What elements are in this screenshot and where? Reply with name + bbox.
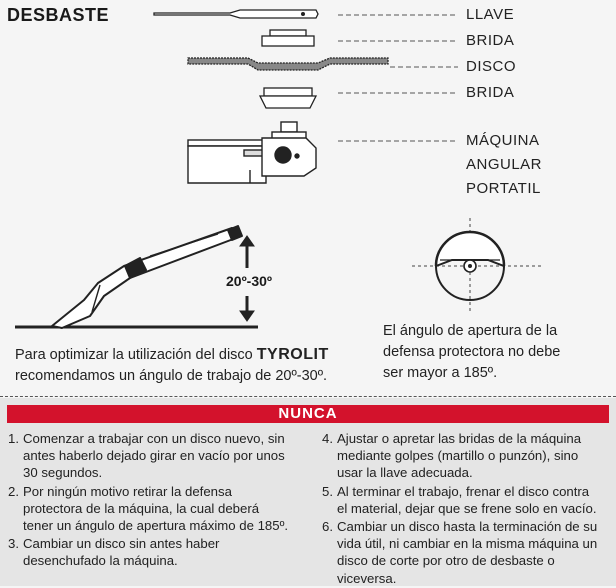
- label-maquina-line3: PORTATIL: [466, 180, 541, 197]
- wrench-icon: [154, 10, 318, 18]
- flange-top-icon: [262, 30, 314, 46]
- right-caption-line3: ser mayor a 185º.: [383, 365, 498, 381]
- disc-icon: [188, 58, 388, 70]
- nunca-item-number: 4.: [322, 431, 333, 446]
- page-title: DESBASTE: [7, 5, 110, 25]
- left-caption: [15, 344, 385, 387]
- nunca-list-right: [322, 430, 614, 588]
- nunca-item-line: Cambiar un disco hasta la terminación de su: [337, 519, 598, 535]
- nunca-item: [8, 535, 308, 569]
- label-brida-2: BRIDA: [466, 84, 515, 101]
- nunca-item-line: vida útil, ni cambiar en la misma máquina un: [337, 536, 598, 552]
- nunca-item-number: 3.: [8, 536, 19, 552]
- flange-bottom-icon: [260, 88, 316, 108]
- nunca-item-number: 2.: [8, 483, 19, 499]
- right-caption-line1: El ángulo de apertura de la: [383, 323, 558, 339]
- nunca-item-line: mediante golpes (martillo o punzón), sino: [337, 448, 579, 464]
- right-caption-line2: defensa protectora no debe: [383, 344, 561, 360]
- label-llave: LLAVE: [466, 6, 515, 23]
- nunca-item-number: 5.: [322, 483, 333, 499]
- label-brida-1: BRIDA: [466, 32, 515, 49]
- section-divider: [0, 396, 616, 397]
- nunca-item: [8, 483, 308, 535]
- nunca-item-line: antes haberlo dejado girar en vacío por unos: [23, 448, 285, 464]
- nunca-title: NUNCA: [278, 405, 338, 422]
- right-caption: [383, 321, 613, 384]
- nunca-item-line: tener un ángulo de apertura máximo de 185º.: [23, 518, 289, 534]
- nunca-list-left: [8, 430, 308, 571]
- angle-grinder-icon: [188, 122, 316, 183]
- nunca-banner: [7, 405, 609, 423]
- nunca-item-line: Cambiar un disco sin antes haber: [23, 536, 220, 552]
- nunca-item: [322, 430, 614, 482]
- nunca-item-line: Comenzar a trabajar con un disco nuevo, sin: [23, 431, 285, 446]
- left-caption-line2: recomendamos un ángulo de trabajo de 20º-30º.: [15, 368, 328, 384]
- nunca-item-line: desenchufado la máquina.: [23, 553, 178, 569]
- label-maquina-line2: ANGULAR: [466, 156, 543, 173]
- nunca-item-line: disco de corte por otro de desbaste o viceversa.: [337, 553, 555, 586]
- nunca-item: [322, 483, 614, 517]
- nunca-item-line: Por ningún motivo retirar la defensa: [23, 483, 232, 499]
- nunca-item-number: 1.: [8, 431, 19, 446]
- nunca-item-line: usar la llave adecuada.: [337, 465, 473, 481]
- nunca-item: [322, 518, 614, 587]
- grinder-at-angle-icon: [52, 226, 242, 328]
- nunca-item-line: Ajustar o apretar las bridas de la máquina: [337, 431, 582, 446]
- nunca-item-line: Al terminar el trabajo, frenar el disco contra: [337, 483, 590, 499]
- label-maquina-line1: MÁQUINA: [466, 132, 540, 149]
- brand-name: TYROLIT: [256, 346, 329, 363]
- label-disco: DISCO: [466, 58, 517, 75]
- nunca-item: [8, 430, 308, 482]
- nunca-item-number: 6.: [322, 519, 333, 535]
- nunca-item-line: 30 segundos.: [23, 465, 103, 481]
- nunca-item-line: protectora de la máquina, la cual deberá: [23, 500, 260, 516]
- left-caption-line1: Para optimizar la utilización del disco: [15, 347, 257, 363]
- angle-label: 20º-30º: [226, 273, 273, 289]
- nunca-item-line: el material, dejar que se frene solo en vacío.: [337, 500, 597, 516]
- guard-angle-diagram: [412, 218, 542, 312]
